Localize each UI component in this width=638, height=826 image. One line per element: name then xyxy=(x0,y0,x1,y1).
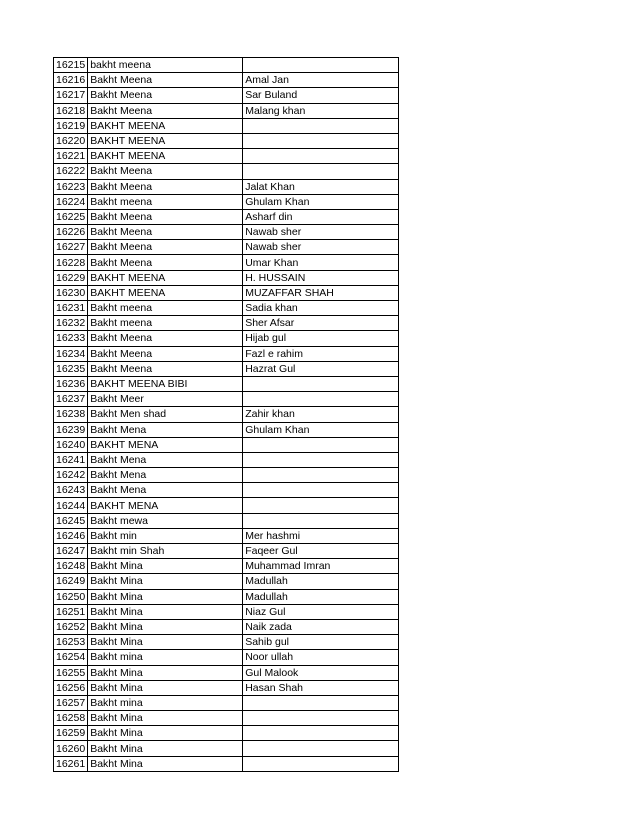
name-cell: BAKHT MEENA xyxy=(88,270,243,285)
record-id-cell: 16251 xyxy=(54,604,88,619)
father-name-cell: Naik zada xyxy=(243,619,399,634)
table-row xyxy=(54,695,399,710)
name-cell: Bakht Meena xyxy=(88,103,243,118)
name-cell: Bakht Mena xyxy=(88,468,243,483)
father-name-cell xyxy=(243,452,399,467)
record-id-cell: 16248 xyxy=(54,559,88,574)
table-row xyxy=(54,711,399,726)
table-row xyxy=(54,118,399,133)
name-cell: BAKHT MEENA xyxy=(88,118,243,133)
record-id-cell: 16243 xyxy=(54,483,88,498)
records-table-body xyxy=(54,58,399,772)
record-id-cell: 16233 xyxy=(54,331,88,346)
table-row xyxy=(54,316,399,331)
record-id-cell: 16260 xyxy=(54,741,88,756)
name-cell: Bakht min xyxy=(88,528,243,543)
father-name-cell: Zahir khan xyxy=(243,407,399,422)
name-cell: Bakht Mina xyxy=(88,635,243,650)
table-row xyxy=(54,544,399,559)
father-name-cell: Madullah xyxy=(243,574,399,589)
table-row xyxy=(54,468,399,483)
record-id-cell: 16242 xyxy=(54,468,88,483)
name-cell: Bakht Men shad xyxy=(88,407,243,422)
record-id-cell: 16258 xyxy=(54,711,88,726)
father-name-cell xyxy=(243,483,399,498)
name-cell: Bakht Mina xyxy=(88,665,243,680)
record-id-cell: 16236 xyxy=(54,376,88,391)
record-id-cell: 16232 xyxy=(54,316,88,331)
table-row xyxy=(54,270,399,285)
table-row xyxy=(54,498,399,513)
record-id-cell: 16237 xyxy=(54,392,88,407)
father-name-cell: Sahib gul xyxy=(243,635,399,650)
table-row xyxy=(54,528,399,543)
table-row xyxy=(54,604,399,619)
record-id-cell: 16244 xyxy=(54,498,88,513)
table-row xyxy=(54,589,399,604)
table-row xyxy=(54,619,399,634)
name-cell: Bakht mewa xyxy=(88,513,243,528)
father-name-cell xyxy=(243,118,399,133)
name-cell: Bakht Meena xyxy=(88,255,243,270)
father-name-cell xyxy=(243,498,399,513)
record-id-cell: 16255 xyxy=(54,665,88,680)
father-name-cell xyxy=(243,468,399,483)
record-id-cell: 16253 xyxy=(54,635,88,650)
father-name-cell xyxy=(243,711,399,726)
record-id-cell: 16222 xyxy=(54,164,88,179)
table-row xyxy=(54,665,399,680)
record-id-cell: 16225 xyxy=(54,209,88,224)
name-cell: Bakht Mina xyxy=(88,589,243,604)
name-cell: Bakht Mina xyxy=(88,756,243,771)
father-name-cell: Hijab gul xyxy=(243,331,399,346)
record-id-cell: 16217 xyxy=(54,88,88,103)
table-row xyxy=(54,741,399,756)
record-id-cell: 16250 xyxy=(54,589,88,604)
table-row xyxy=(54,726,399,741)
father-name-cell xyxy=(243,695,399,710)
name-cell: Bakht min Shah xyxy=(88,544,243,559)
record-id-cell: 16261 xyxy=(54,756,88,771)
name-cell: Bakht mina xyxy=(88,650,243,665)
father-name-cell: Nawab sher xyxy=(243,225,399,240)
table-row xyxy=(54,559,399,574)
record-id-cell: 16229 xyxy=(54,270,88,285)
name-cell: Bakht Mena xyxy=(88,422,243,437)
record-id-cell: 16234 xyxy=(54,346,88,361)
father-name-cell: Amal Jan xyxy=(243,73,399,88)
record-id-cell: 16227 xyxy=(54,240,88,255)
table-row xyxy=(54,285,399,300)
table-row xyxy=(54,650,399,665)
father-name-cell: Hazrat Gul xyxy=(243,361,399,376)
table-row xyxy=(54,422,399,437)
name-cell: Bakht Meena xyxy=(88,225,243,240)
father-name-cell: Sher Afsar xyxy=(243,316,399,331)
name-cell: Bakht Mina xyxy=(88,574,243,589)
table-row xyxy=(54,574,399,589)
name-cell: Bakht Meena xyxy=(88,179,243,194)
name-cell: Bakht Meena xyxy=(88,361,243,376)
table-row xyxy=(54,73,399,88)
father-name-cell: Malang khan xyxy=(243,103,399,118)
table-row xyxy=(54,361,399,376)
name-cell: Bakht Mina xyxy=(88,711,243,726)
table-row xyxy=(54,240,399,255)
father-name-cell: Sadia khan xyxy=(243,301,399,316)
name-cell: Bakht Meena xyxy=(88,331,243,346)
father-name-cell: H. HUSSAIN xyxy=(243,270,399,285)
father-name-cell xyxy=(243,726,399,741)
father-name-cell: Gul Malook xyxy=(243,665,399,680)
table-row xyxy=(54,680,399,695)
table-row xyxy=(54,58,399,73)
table-row xyxy=(54,255,399,270)
table-row xyxy=(54,392,399,407)
table-row xyxy=(54,225,399,240)
name-cell: Bakht meena xyxy=(88,194,243,209)
record-id-cell: 16215 xyxy=(54,58,88,73)
father-name-cell: Ghulam Khan xyxy=(243,422,399,437)
table-row xyxy=(54,209,399,224)
name-cell: BAKHT MEENA xyxy=(88,133,243,148)
record-id-cell: 16256 xyxy=(54,680,88,695)
record-id-cell: 16231 xyxy=(54,301,88,316)
record-id-cell: 16239 xyxy=(54,422,88,437)
record-id-cell: 16238 xyxy=(54,407,88,422)
record-id-cell: 16218 xyxy=(54,103,88,118)
table-row xyxy=(54,149,399,164)
father-name-cell: Madullah xyxy=(243,589,399,604)
name-cell: Bakht Meena xyxy=(88,73,243,88)
father-name-cell: Noor ullah xyxy=(243,650,399,665)
record-id-cell: 16224 xyxy=(54,194,88,209)
father-name-cell: Fazl e rahim xyxy=(243,346,399,361)
father-name-cell: Faqeer Gul xyxy=(243,544,399,559)
name-cell: BAKHT MEENA BIBI xyxy=(88,376,243,391)
father-name-cell xyxy=(243,392,399,407)
father-name-cell: Jalat Khan xyxy=(243,179,399,194)
name-cell: Bakht Mena xyxy=(88,483,243,498)
table-row xyxy=(54,437,399,452)
table-row xyxy=(54,301,399,316)
father-name-cell xyxy=(243,133,399,148)
record-id-cell: 16245 xyxy=(54,513,88,528)
name-cell: Bakht Mina xyxy=(88,680,243,695)
records-table xyxy=(53,57,399,772)
record-id-cell: 16247 xyxy=(54,544,88,559)
table-row xyxy=(54,407,399,422)
father-name-cell: Hasan Shah xyxy=(243,680,399,695)
table-row xyxy=(54,133,399,148)
record-id-cell: 16257 xyxy=(54,695,88,710)
name-cell: bakht meena xyxy=(88,58,243,73)
name-cell: Bakht Mina xyxy=(88,619,243,634)
table-row xyxy=(54,483,399,498)
record-id-cell: 16252 xyxy=(54,619,88,634)
father-name-cell xyxy=(243,437,399,452)
table-row xyxy=(54,513,399,528)
name-cell: Bakht Mina xyxy=(88,559,243,574)
table-row xyxy=(54,88,399,103)
father-name-cell: Niaz Gul xyxy=(243,604,399,619)
father-name-cell xyxy=(243,376,399,391)
name-cell: BAKHT MEENA xyxy=(88,285,243,300)
record-id-cell: 16228 xyxy=(54,255,88,270)
father-name-cell: Sar Buland xyxy=(243,88,399,103)
name-cell: Bakht Mina xyxy=(88,604,243,619)
name-cell: Bakht Meena xyxy=(88,346,243,361)
father-name-cell xyxy=(243,58,399,73)
father-name-cell xyxy=(243,741,399,756)
record-id-cell: 16259 xyxy=(54,726,88,741)
record-id-cell: 16241 xyxy=(54,452,88,467)
record-id-cell: 16216 xyxy=(54,73,88,88)
father-name-cell xyxy=(243,149,399,164)
record-id-cell: 16220 xyxy=(54,133,88,148)
record-id-cell: 16221 xyxy=(54,149,88,164)
name-cell: Bakht Meer xyxy=(88,392,243,407)
name-cell: Bakht Meena xyxy=(88,88,243,103)
father-name-cell: Nawab sher xyxy=(243,240,399,255)
father-name-cell: Asharf din xyxy=(243,209,399,224)
table-row xyxy=(54,346,399,361)
record-id-cell: 16254 xyxy=(54,650,88,665)
name-cell: Bakht mina xyxy=(88,695,243,710)
name-cell: Bakht meena xyxy=(88,301,243,316)
record-id-cell: 16230 xyxy=(54,285,88,300)
record-id-cell: 16226 xyxy=(54,225,88,240)
table-row xyxy=(54,376,399,391)
table-row xyxy=(54,756,399,771)
table-row xyxy=(54,452,399,467)
name-cell: Bakht Meena xyxy=(88,164,243,179)
father-name-cell: Muhammad Imran xyxy=(243,559,399,574)
name-cell: Bakht Meena xyxy=(88,240,243,255)
father-name-cell xyxy=(243,513,399,528)
table-row xyxy=(54,194,399,209)
father-name-cell xyxy=(243,164,399,179)
record-id-cell: 16246 xyxy=(54,528,88,543)
record-id-cell: 16219 xyxy=(54,118,88,133)
name-cell: Bakht Mina xyxy=(88,741,243,756)
name-cell: BAKHT MENA xyxy=(88,437,243,452)
father-name-cell: Mer hashmi xyxy=(243,528,399,543)
father-name-cell: MUZAFFAR SHAH xyxy=(243,285,399,300)
name-cell: Bakht Mina xyxy=(88,726,243,741)
table-row xyxy=(54,331,399,346)
name-cell: BAKHT MEENA xyxy=(88,149,243,164)
father-name-cell xyxy=(243,756,399,771)
table-row xyxy=(54,164,399,179)
table-row xyxy=(54,179,399,194)
table-row xyxy=(54,635,399,650)
name-cell: BAKHT MENA xyxy=(88,498,243,513)
father-name-cell: Ghulam Khan xyxy=(243,194,399,209)
table-row xyxy=(54,103,399,118)
record-id-cell: 16240 xyxy=(54,437,88,452)
name-cell: Bakht Mena xyxy=(88,452,243,467)
name-cell: Bakht meena xyxy=(88,316,243,331)
record-id-cell: 16249 xyxy=(54,574,88,589)
record-id-cell: 16235 xyxy=(54,361,88,376)
father-name-cell: Umar Khan xyxy=(243,255,399,270)
name-cell: Bakht Meena xyxy=(88,209,243,224)
record-id-cell: 16223 xyxy=(54,179,88,194)
